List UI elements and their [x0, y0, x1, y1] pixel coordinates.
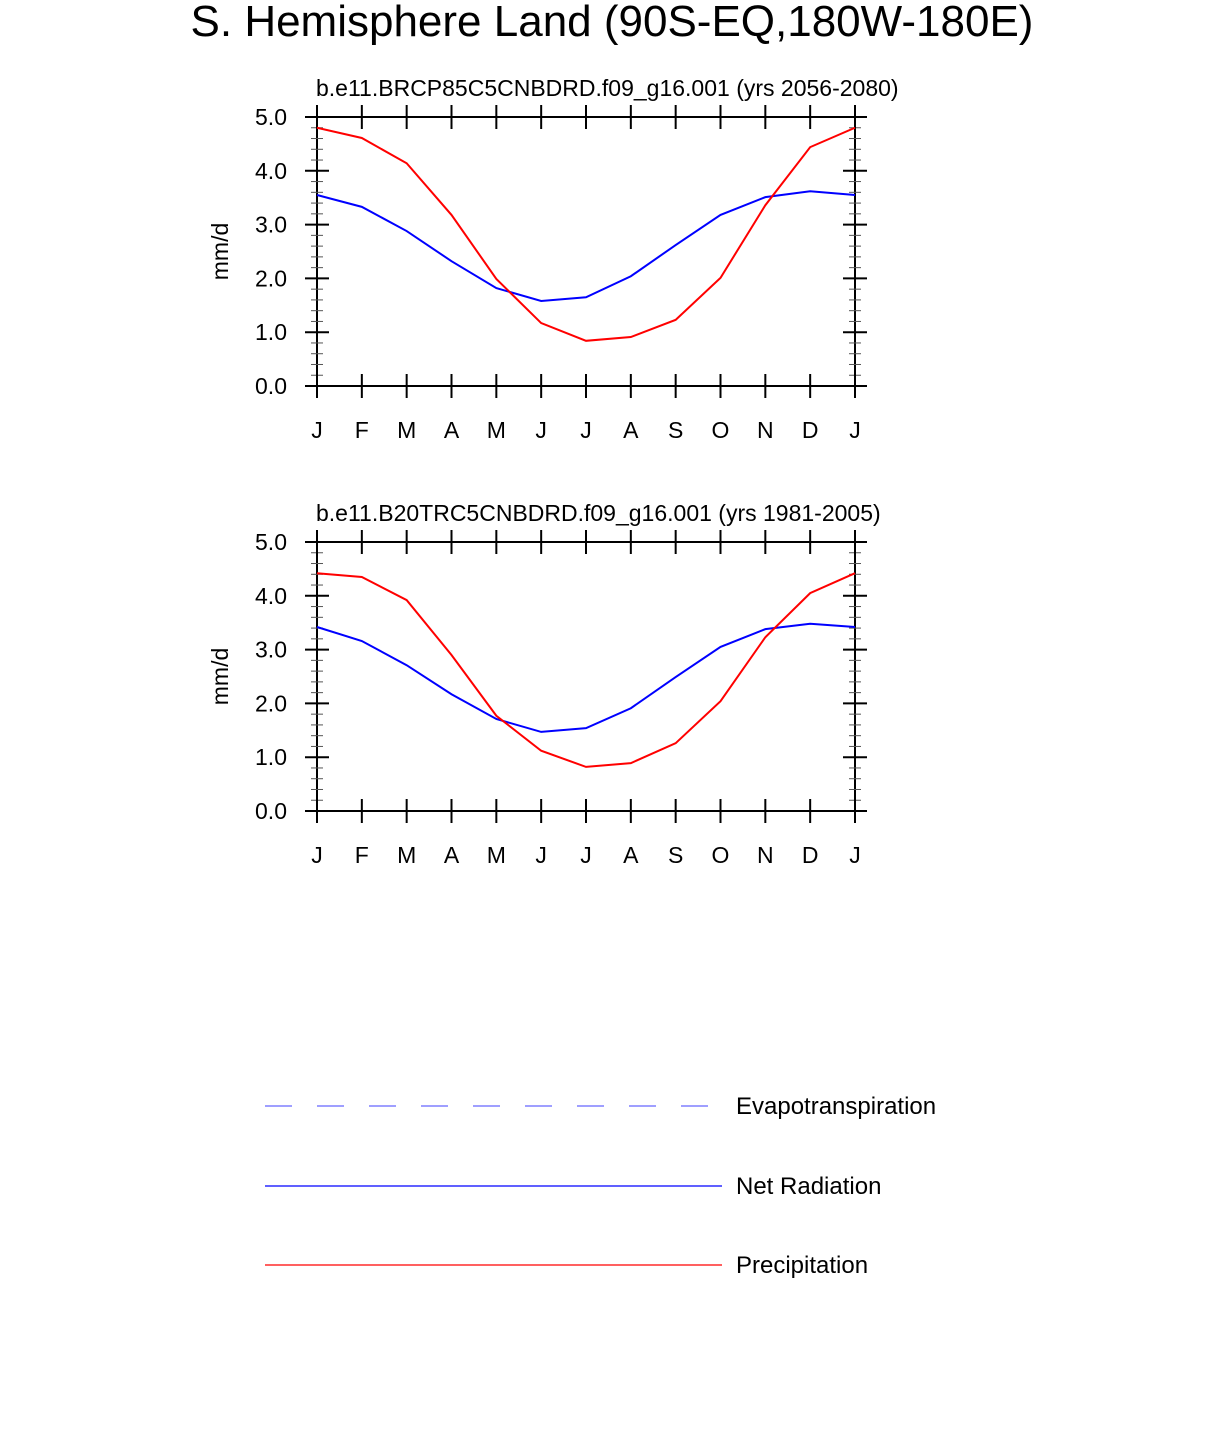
y-tick-label: 2.0 — [255, 690, 287, 717]
series-line-precipitation — [317, 573, 855, 767]
x-tick-label: A — [443, 842, 460, 868]
x-tick-label: M — [397, 417, 417, 443]
x-tick-label: S — [667, 842, 684, 868]
x-tick-label: F — [354, 417, 369, 443]
x-tick-label: J — [311, 842, 323, 868]
figure-title: S. Hemisphere Land (90S-EQ,180W-180E) — [190, 0, 1034, 46]
series-line-net-radiation — [317, 624, 855, 732]
y-tick-label: 1.0 — [255, 744, 287, 771]
x-tick-label: J — [535, 842, 547, 868]
y-axis-label: mm/d — [207, 647, 233, 706]
x-tick-label: D — [801, 842, 819, 868]
x-tick-label: O — [711, 842, 730, 868]
x-tick-label: M — [486, 417, 506, 443]
x-tick-label: J — [535, 417, 547, 443]
x-tick-label: O — [711, 417, 730, 443]
x-tick-label: M — [397, 842, 417, 868]
x-tick-label: A — [623, 842, 639, 868]
y-tick-label: 3.0 — [255, 636, 287, 663]
series-line-precipitation — [317, 128, 855, 341]
y-tick-label: 1.0 — [255, 319, 287, 346]
x-tick-label: A — [623, 417, 639, 443]
x-tick-label: J — [849, 842, 861, 868]
x-tick-label: F — [354, 842, 369, 868]
legend-label: Evapotranspiration — [736, 1093, 937, 1120]
x-tick-label: J — [580, 842, 592, 868]
x-tick-label: J — [311, 417, 323, 443]
x-tick-label: D — [801, 417, 819, 443]
panel-1 — [207, 75, 899, 443]
x-tick-label: N — [757, 842, 774, 868]
y-tick-label: 4.0 — [255, 582, 287, 609]
series-line-net-radiation — [317, 191, 855, 301]
y-tick-label: 5.0 — [255, 104, 287, 130]
y-axis-label: mm/d — [207, 222, 233, 281]
x-tick-label: M — [486, 842, 506, 868]
x-tick-label: J — [849, 417, 861, 443]
y-tick-label: 5.0 — [255, 529, 287, 555]
panel-2 — [207, 500, 881, 868]
legend — [265, 1093, 936, 1279]
legend-label: Net Radiation — [736, 1173, 882, 1200]
x-tick-label: A — [443, 417, 460, 443]
y-tick-label: 4.0 — [255, 157, 287, 184]
x-tick-label: N — [757, 417, 774, 443]
panel-title: b.e11.B20TRC5CNBDRD.f09_g16.001 (yrs 1981-2005) — [316, 500, 881, 526]
legend-label: Precipitation — [736, 1252, 869, 1279]
plot-frame — [317, 542, 855, 811]
x-tick-label: J — [580, 417, 592, 443]
panel-title: b.e11.BRCP85C5CNBDRD.f09_g16.001 (yrs 2056-2080) — [316, 75, 899, 101]
y-tick-label: 2.0 — [255, 265, 287, 292]
y-tick-label: 3.0 — [255, 211, 287, 238]
x-tick-label: S — [667, 417, 684, 443]
y-tick-label: 0.0 — [255, 373, 287, 399]
y-tick-label: 0.0 — [255, 798, 287, 824]
